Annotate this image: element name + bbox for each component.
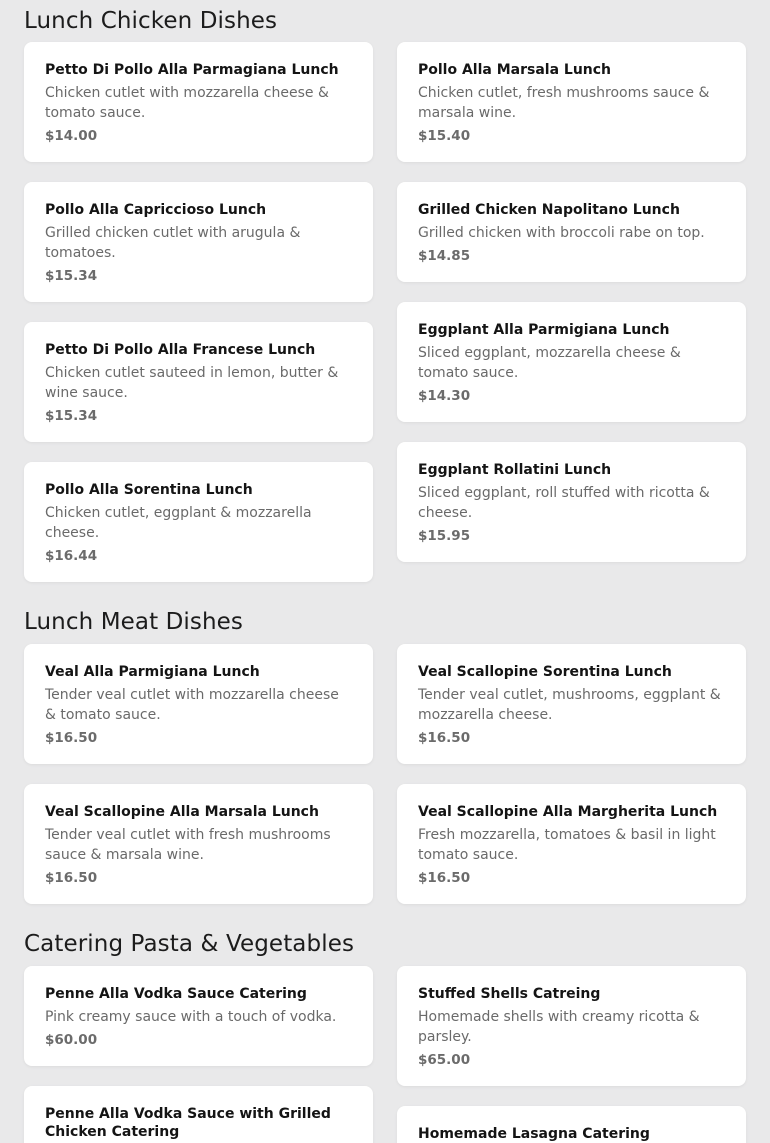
- item-name: Homemade Lasagna Catering: [418, 1126, 650, 1142]
- item-price: $15.34: [45, 408, 98, 424]
- menu-item-card[interactable]: [397, 42, 746, 162]
- item-description: Chicken cutlet, eggplant & mozzarella cheese.: [45, 505, 312, 541]
- menu-item-card[interactable]: [397, 442, 746, 562]
- menu-item-card[interactable]: [397, 966, 746, 1086]
- menu-item-card[interactable]: [397, 1106, 746, 1143]
- item-name: Veal Scallopine Alla Marsala Lunch: [45, 804, 319, 820]
- item-name: Eggplant Alla Parmigiana Lunch: [418, 322, 670, 338]
- item-name: Petto Di Pollo Alla Parmagiana Lunch: [45, 62, 339, 78]
- item-name: Veal Alla Parmigiana Lunch: [45, 664, 260, 680]
- item-price: $15.40: [418, 128, 471, 144]
- item-description: Grilled chicken cutlet with arugula & tomatoes.: [45, 225, 301, 261]
- item-description: Grilled chicken with broccoli rabe on top.: [418, 225, 705, 241]
- item-description: Pink creamy sauce with a touch of vodka.: [45, 1009, 337, 1025]
- menu-item-card[interactable]: [24, 42, 373, 162]
- item-name: Pollo Alla Capriccioso Lunch: [45, 202, 267, 218]
- item-name: Stuffed Shells Catreing: [418, 986, 601, 1002]
- item-price: $16.50: [45, 870, 98, 886]
- menu-item-card[interactable]: [397, 182, 746, 282]
- item-price: $65.00: [418, 1052, 471, 1068]
- item-description: Chicken cutlet, fresh mushrooms sauce & marsala wine.: [418, 85, 710, 121]
- item-description: Sliced eggplant, roll stuffed with ricotta & cheese.: [418, 485, 710, 521]
- item-description: Chicken cutlet with mozzarella cheese & tomato sauce.: [45, 85, 329, 121]
- item-description: Fresh mozzarella, tomatoes & basil in light tomato sauce.: [418, 827, 716, 863]
- menu-item-card[interactable]: [397, 644, 746, 764]
- item-description: Sliced eggplant, mozzarella cheese & tomato sauce.: [418, 345, 681, 381]
- item-name: Veal Scallopine Sorentina Lunch: [418, 664, 672, 680]
- menu-item-card[interactable]: [24, 462, 373, 582]
- item-description: Tender veal cutlet with fresh mushrooms sauce & marsala wine.: [45, 827, 331, 863]
- item-price: $16.50: [418, 730, 471, 746]
- item-price: $16.44: [45, 548, 98, 564]
- section-title-catering-pasta: Catering Pasta & Vegetables: [24, 931, 355, 957]
- menu-item-card[interactable]: [24, 784, 373, 904]
- item-name: Veal Scallopine Alla Margherita Lunch: [418, 804, 718, 820]
- item-price: $15.34: [45, 268, 98, 284]
- menu-item-card[interactable]: [397, 302, 746, 422]
- section-title-lunch-chicken: Lunch Chicken Dishes: [24, 8, 278, 34]
- menu-item-card[interactable]: [24, 966, 373, 1066]
- item-description: Tender veal cutlet, mushrooms, eggplant & mozzarella cheese.: [418, 687, 721, 723]
- item-price: $60.00: [45, 1032, 98, 1048]
- item-description: Chicken cutlet sauteed in lemon, butter & wine sauce.: [45, 365, 339, 401]
- menu-item-card[interactable]: [24, 644, 373, 764]
- item-price: $15.95: [418, 528, 471, 544]
- item-price: $14.00: [45, 128, 98, 144]
- item-description: Tender veal cutlet with mozzarella cheese & tomato sauce.: [45, 687, 339, 723]
- item-name: Penne Alla Vodka Sauce with Grilled Chicken Catering: [45, 1106, 331, 1140]
- item-price: $14.85: [418, 248, 471, 264]
- menu-item-card[interactable]: [397, 784, 746, 904]
- menu-item-card[interactable]: [24, 322, 373, 442]
- item-price: $14.30: [418, 388, 471, 404]
- item-name: Eggplant Rollatini Lunch: [418, 462, 612, 478]
- item-name: Petto Di Pollo Alla Francese Lunch: [45, 342, 316, 358]
- item-name: Pollo Alla Marsala Lunch: [418, 62, 612, 78]
- item-price: $16.50: [418, 870, 471, 886]
- item-name: Grilled Chicken Napolitano Lunch: [418, 202, 680, 218]
- menu-item-card[interactable]: [24, 1086, 373, 1143]
- item-price: $16.50: [45, 730, 98, 746]
- item-description: Homemade shells with creamy ricotta & parsley.: [418, 1009, 700, 1045]
- item-name: Penne Alla Vodka Sauce Catering: [45, 986, 307, 1002]
- menu-item-card[interactable]: [24, 182, 373, 302]
- item-name: Pollo Alla Sorentina Lunch: [45, 482, 253, 498]
- section-title-lunch-meat: Lunch Meat Dishes: [24, 609, 244, 635]
